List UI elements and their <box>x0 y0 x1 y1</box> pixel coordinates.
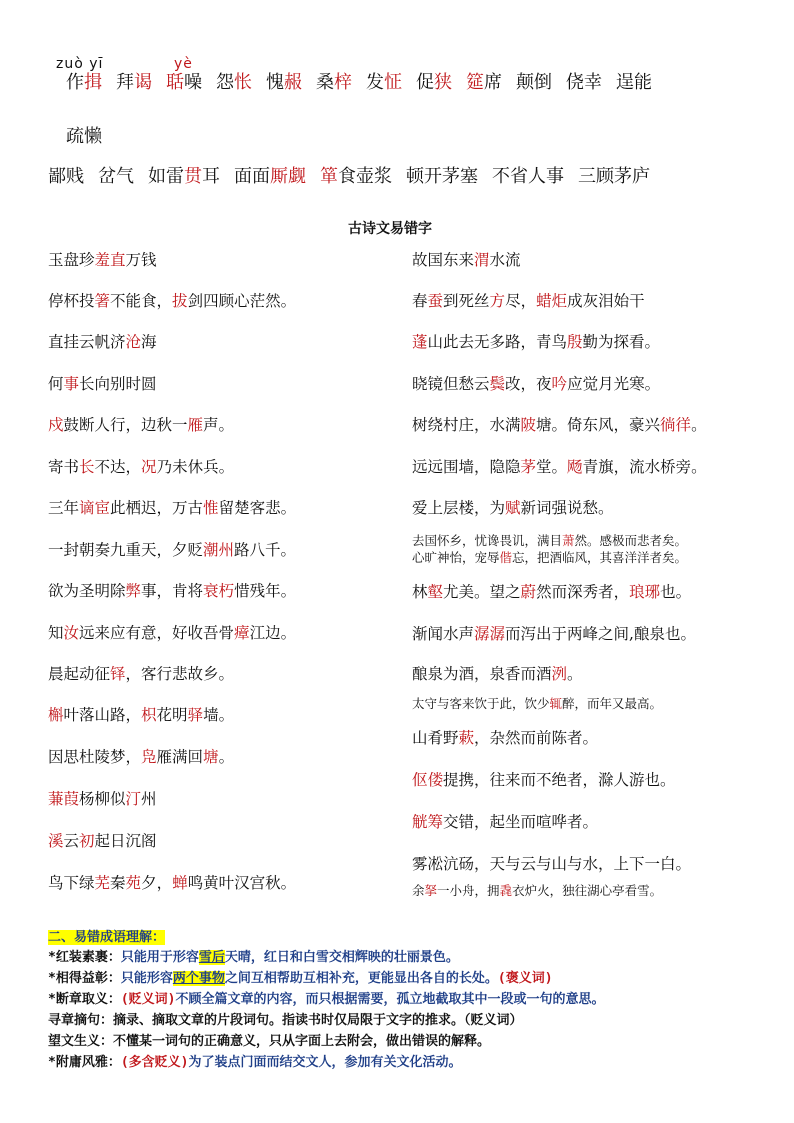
text-segment: 声。 <box>203 416 235 434</box>
text-segment: 食壶浆 <box>338 166 392 187</box>
highlighted-char: 戍 <box>48 416 64 434</box>
text-segment: 事，肯将 <box>141 582 204 600</box>
text-segment: 乃未休兵。 <box>156 458 235 476</box>
vocab-word <box>616 72 652 93</box>
note-segment: 之间互相帮助互相补充，更能显出各自的长处。 <box>224 971 498 986</box>
text-segment: 花明 <box>156 706 188 724</box>
text-segment: 心旷神怡，宠辱 <box>412 550 500 565</box>
vocab-word <box>148 166 220 187</box>
note-segment: (褒义词) <box>497 971 553 986</box>
highlighted-char: 初 <box>79 832 95 850</box>
highlighted-char: 伛偻 <box>412 771 444 789</box>
poem-line <box>48 703 234 725</box>
text-segment: 江边。 <box>249 624 297 642</box>
text-segment: 颠倒 <box>516 72 552 93</box>
text-segment: 青旗，流水桥旁。 <box>582 458 707 476</box>
note-segment: 寻章摘句：摘录、摘取文章的片段词句。指读书时仅局限于文字的推求。（贬义词） <box>48 1013 523 1028</box>
poem-line <box>48 662 234 684</box>
vocab-word <box>316 72 352 93</box>
text-segment: 春 <box>412 292 428 310</box>
highlighted-char: 汝 <box>63 624 80 642</box>
vocab-word <box>116 72 152 93</box>
vocab-word <box>320 166 392 187</box>
idiom-note <box>48 1009 523 1028</box>
text-segment: 欲为圣明除 <box>48 582 126 600</box>
highlighted-char: 蓬 <box>412 333 428 351</box>
poem-line <box>412 622 696 644</box>
text-segment: 远来应有意，好收吾骨 <box>79 624 235 642</box>
highlighted-char: 蜡炬 <box>536 292 568 310</box>
text-segment: 作 <box>66 72 84 93</box>
highlighted-char: 驿 <box>187 706 204 724</box>
text-segment: 因思杜陵梦， <box>48 748 142 766</box>
pinyin-ye: yè <box>174 56 193 72</box>
text-segment: 何 <box>48 375 64 393</box>
text-segment: 水流 <box>489 251 521 269</box>
text-segment: 余 <box>412 883 425 898</box>
vocab-word <box>234 166 306 187</box>
highlighted-char: 瘴 <box>234 624 250 642</box>
text-segment: 拜 <box>116 72 134 93</box>
text-segment: 渐闻水声 <box>412 625 475 643</box>
highlighted-char: 吟 <box>551 375 568 393</box>
highlighted-char: 拏 <box>424 883 438 898</box>
highlighted-char: 铎 <box>110 665 126 683</box>
poem-line <box>412 372 660 394</box>
poem-line <box>48 871 296 893</box>
text-segment: 岔气 <box>98 166 134 187</box>
vocab-word <box>492 166 564 187</box>
text-segment: 杨柳似 <box>79 790 126 808</box>
note-segment: 雪后 <box>198 950 225 965</box>
text-segment: 侥幸 <box>566 72 602 93</box>
note-segment: 望文生义：不懂某一词句的正确意义，只从字面上去附会，做出错误的解释。 <box>48 1034 491 1049</box>
highlighted-char: 飏 <box>567 458 583 476</box>
poem-line <box>48 745 234 767</box>
highlighted-char: 徜徉 <box>660 416 692 434</box>
highlighted-char: 狭 <box>434 72 452 93</box>
text-segment: 三年 <box>48 499 80 517</box>
text-segment: 晨起动征 <box>48 665 111 683</box>
highlighted-char: 洌 <box>551 665 568 683</box>
text-segment: 知 <box>48 624 64 642</box>
text-segment: 忘，把酒临风，其喜洋洋者矣。 <box>512 550 688 565</box>
text-segment: 塘。倚东风，豪兴 <box>536 416 661 434</box>
highlighted-char: 萧 <box>562 533 575 548</box>
idiom-note <box>48 1030 490 1049</box>
highlighted-char: 溪 <box>48 832 64 850</box>
highlighted-char: 辄 <box>549 696 563 711</box>
poem-line <box>412 580 691 602</box>
highlighted-char: 惟 <box>203 499 219 517</box>
text-segment: 不能食， <box>110 292 173 310</box>
poem-line <box>412 768 676 790</box>
highlighted-char: 箪 <box>320 166 338 187</box>
highlighted-char: 赋 <box>505 499 521 517</box>
text-segment: 秦 <box>110 874 126 892</box>
text-segment: 直挂云帆济 <box>48 333 126 351</box>
text-segment: 雁满回 <box>156 748 204 766</box>
highlighted-char: 厮觑 <box>270 166 306 187</box>
text-segment: 顿开茅塞 <box>406 166 478 187</box>
text-segment: 鸟下绿 <box>48 874 95 892</box>
note-segment: *相得益彰： <box>48 971 121 986</box>
text-segment: 三顾茅庐 <box>578 166 650 187</box>
poem-line <box>412 455 707 477</box>
vocab-word <box>166 72 202 93</box>
text-segment: 故国东来 <box>412 251 475 269</box>
text-segment: 噪 <box>184 72 202 93</box>
highlighted-char: 雁 <box>187 416 204 434</box>
vocab-word <box>66 72 102 93</box>
highlighted-char: 蔌 <box>458 729 475 747</box>
text-segment: 山肴野 <box>412 729 459 747</box>
text-segment: 面面 <box>234 166 270 187</box>
idiom-note <box>48 967 553 986</box>
poem-line <box>412 695 662 712</box>
note-segment: *红装素裹： <box>48 950 121 965</box>
note-segment: 为了装点门面而结交文人，参加有关文化活动。 <box>188 1055 462 1070</box>
highlighted-char: 枳 <box>141 706 157 724</box>
text-segment: 耳 <box>202 166 220 187</box>
text-segment: 醉，而年又最高。 <box>562 696 663 711</box>
note-segment: 天晴，红日和白雪交相辉映的壮丽景色。 <box>224 950 459 965</box>
highlighted-char: 陂 <box>520 416 537 434</box>
highlighted-char: 毳 <box>499 883 513 898</box>
text-segment: 也。 <box>660 583 692 601</box>
highlighted-char: 蝉 <box>172 874 188 892</box>
note-segment: (多含贬义) <box>120 1055 189 1070</box>
text-segment: 山此去无多路，青鸟 <box>427 333 568 351</box>
text-segment: 尤美。望之 <box>443 583 521 601</box>
highlighted-char: 长 <box>79 458 95 476</box>
vocab-word <box>216 72 252 93</box>
text-segment: 长向别时圆 <box>79 375 157 393</box>
section-title: 古诗文易错字 <box>348 221 432 237</box>
poem-line <box>412 726 598 748</box>
text-segment: 不省人事 <box>492 166 564 187</box>
text-segment: 怨 <box>216 72 234 93</box>
poem-line <box>412 810 598 832</box>
poem-line <box>48 289 296 311</box>
text-segment: 促 <box>416 72 434 93</box>
highlighted-char: 芜 <box>94 874 111 892</box>
note-segment: *附庸风雅： <box>48 1055 121 1070</box>
highlighted-char: 揖 <box>84 72 102 93</box>
text-segment: 爱上层楼，为 <box>412 499 506 517</box>
poem-line <box>48 787 157 809</box>
poem-line <box>412 330 660 352</box>
text-segment: 海 <box>141 333 157 351</box>
vocab-word <box>516 72 552 93</box>
text-segment: 衣炉火，独往湖心亭看雪。 <box>512 883 663 898</box>
notes-heading: 二、易错成语理解： <box>48 930 166 945</box>
poem-line <box>48 372 157 394</box>
text-segment: 如雷 <box>148 166 184 187</box>
text-segment: 不达， <box>94 458 142 476</box>
highlighted-char: 事 <box>63 375 80 393</box>
highlighted-char: 蒹葭 <box>48 790 80 808</box>
text-segment: 勤为探看。 <box>582 333 661 351</box>
highlighted-char: 凫 <box>141 748 157 766</box>
text-segment: 。 <box>691 416 707 434</box>
text-segment: 成灰泪始干 <box>567 292 645 310</box>
highlighted-char: 汀 <box>125 790 142 808</box>
text-segment: 惜残年。 <box>234 582 297 600</box>
highlighted-char: 弊 <box>125 582 142 600</box>
text-segment: 疏懒 <box>66 126 102 147</box>
text-segment: 鸣黄叶汉宫秋。 <box>187 874 297 892</box>
text-segment: 改，夜 <box>505 375 552 393</box>
vocab-word <box>98 166 134 187</box>
poem-line <box>412 248 521 270</box>
text-segment: 而泻出于两峰之间,酿泉也。 <box>505 625 696 643</box>
highlighted-char: 觥筹 <box>412 813 444 831</box>
text-segment: 远远围墙，隐隐 <box>412 458 521 476</box>
text-segment: 去国怀乡，忧谗畏讥，满目 <box>412 533 563 548</box>
highlighted-char: 潮州 <box>203 541 235 559</box>
highlighted-char: 怔 <box>384 72 402 93</box>
highlighted-char: 拔 <box>172 292 188 310</box>
poem-line <box>48 621 296 643</box>
text-segment: 寄书 <box>48 458 80 476</box>
note-segment: (贬义词) <box>120 992 176 1007</box>
vocab-word <box>366 72 402 93</box>
text-segment: 剑四顾心茫然。 <box>187 292 297 310</box>
highlighted-char: 聒 <box>166 72 184 93</box>
text-segment: 鼓断人行，边秋一 <box>63 416 188 434</box>
text-segment: 一封朝奏九重天，夕贬 <box>48 541 204 559</box>
highlighted-char: 鬓 <box>489 375 506 393</box>
text-segment: 树绕村庄，水满 <box>412 416 521 434</box>
text-segment: 席 <box>484 72 502 93</box>
text-segment: 到死丝 <box>443 292 490 310</box>
poem-line <box>412 852 691 874</box>
text-segment: 万钱 <box>125 251 157 269</box>
highlighted-char: 蔚 <box>520 583 537 601</box>
vocab-word <box>48 166 84 187</box>
text-segment: 新词强说愁。 <box>520 499 614 517</box>
idiom-note <box>48 946 459 965</box>
poem-line <box>412 882 662 899</box>
text-segment: 云 <box>63 832 80 850</box>
vocab-word <box>406 166 478 187</box>
highlighted-char: 谪宦 <box>79 499 111 517</box>
text-segment: 留楚客悲。 <box>218 499 297 517</box>
highlighted-char: 琅琊 <box>629 583 661 601</box>
poem-line <box>48 330 157 352</box>
text-segment: 尽， <box>505 292 537 310</box>
poem-line <box>48 579 296 601</box>
text-segment: 林 <box>412 583 428 601</box>
vocab-row-2 <box>66 122 116 148</box>
text-segment: 交错，起坐而喧哗者。 <box>443 813 599 831</box>
text-segment: 然而深秀者， <box>536 583 630 601</box>
vocab-row-1 <box>66 68 666 94</box>
text-segment: 玉盘珍 <box>48 251 95 269</box>
highlighted-char: 箸 <box>94 292 111 310</box>
text-segment: 酿泉为酒，泉香而酒 <box>412 665 552 683</box>
vocab-word <box>466 72 502 93</box>
text-segment: 逞能 <box>616 72 652 93</box>
highlighted-char: 谒 <box>134 72 152 93</box>
vocab-word <box>66 126 102 147</box>
text-segment: 应觉月光寒。 <box>567 375 661 393</box>
text-segment: 太守与客来饮于此，饮少 <box>412 696 550 711</box>
vocab-row-3 <box>48 162 664 188</box>
highlighted-char: 槲 <box>48 706 64 724</box>
vocab-word <box>416 72 452 93</box>
highlighted-char: 殷 <box>567 333 583 351</box>
poem-line <box>48 248 157 270</box>
pinyin-zuoyi: zuò yī <box>56 56 104 72</box>
poem-line <box>48 413 234 435</box>
highlighted-char: 壑 <box>427 583 444 601</box>
note-segment: *断章取义： <box>48 992 121 1007</box>
highlighted-char: 塘 <box>203 748 219 766</box>
text-segment: 州 <box>141 790 157 808</box>
text-segment: 然。感极而悲者矣。 <box>574 533 688 548</box>
highlighted-char: 筵 <box>466 72 484 93</box>
note-segment: 不顾全篇文章的内容，而只根据需要，孤立地截取其中一段或一句的意思。 <box>175 992 605 1007</box>
poem-line <box>412 496 614 518</box>
poem-line <box>48 538 296 560</box>
highlighted-char: 茅 <box>520 458 537 476</box>
idiom-note <box>48 1051 462 1070</box>
note-segment: 两个事物 <box>172 971 225 986</box>
poem-line <box>412 289 645 311</box>
highlighted-char: 沧 <box>125 333 142 351</box>
highlighted-char: 梓 <box>334 72 352 93</box>
text-segment: 一小舟，拥 <box>437 883 500 898</box>
highlighted-char: 况 <box>141 458 157 476</box>
highlighted-char: 羞 <box>94 251 111 269</box>
vocab-word <box>578 166 650 187</box>
text-segment: 桑 <box>316 72 334 93</box>
highlighted-char: 怅 <box>234 72 252 93</box>
text-segment: 起日沉阁 <box>94 832 157 850</box>
highlighted-char: 赧 <box>284 72 302 93</box>
highlighted-char: 方 <box>489 292 506 310</box>
highlighted-char: 苑 <box>125 874 142 892</box>
text-segment: ，客行悲故乡。 <box>125 665 235 683</box>
highlighted-char: 渭 <box>474 251 490 269</box>
poem-line <box>412 549 687 566</box>
poem-line <box>48 455 234 477</box>
text-segment: 雾凇沆砀，天与云与山与水，上下一白。 <box>412 855 692 873</box>
poem-line <box>412 532 687 549</box>
text-segment: 墙。 <box>203 706 235 724</box>
highlighted-char: 衰朽 <box>203 582 235 600</box>
poem-line <box>48 829 157 851</box>
text-segment: 路八千。 <box>234 541 297 559</box>
note-segment: 只能用于形容 <box>120 950 199 965</box>
highlighted-char: 直 <box>110 251 126 269</box>
highlighted-char: 贯 <box>184 166 202 187</box>
text-segment: 发 <box>366 72 384 93</box>
text-segment: 停杯投 <box>48 292 95 310</box>
highlighted-char: 蚕 <box>427 292 444 310</box>
note-segment: 只能形容 <box>120 971 173 986</box>
poem-line <box>412 662 583 684</box>
idiom-note <box>48 988 605 1007</box>
vocab-word <box>266 72 302 93</box>
highlighted-char: 偕 <box>499 550 513 565</box>
text-segment: 此栖迟，万古 <box>110 499 204 517</box>
text-segment: 。 <box>567 665 583 683</box>
text-segment: 。 <box>218 748 235 766</box>
vocab-word <box>566 72 602 93</box>
text-segment: 鄙贱 <box>48 166 84 187</box>
text-segment: 堂。 <box>536 458 568 476</box>
highlighted-char: 潺潺 <box>474 625 506 643</box>
text-segment: 晓镜但愁云 <box>412 375 490 393</box>
text-segment: 愧 <box>266 72 284 93</box>
text-segment: ，杂然而前陈者。 <box>474 729 599 747</box>
text-segment: 提携，往来而不绝者，滁人游也。 <box>443 771 676 789</box>
text-segment: 夕， <box>141 874 173 892</box>
text-segment: 叶落山路， <box>63 706 142 724</box>
poem-line <box>48 496 296 518</box>
poem-line <box>412 413 707 435</box>
